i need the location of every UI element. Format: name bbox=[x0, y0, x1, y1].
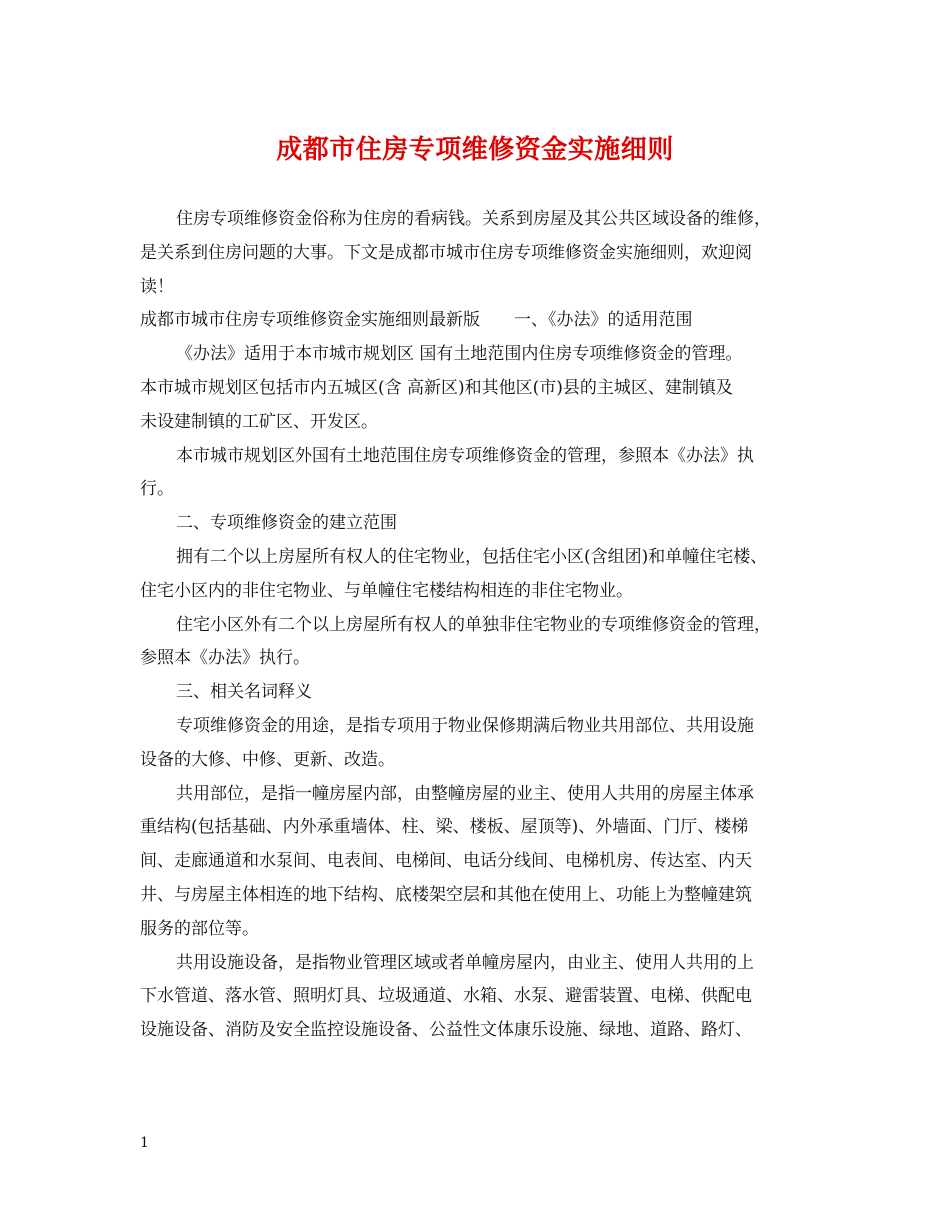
text-line: 下水管道、落水管、照明灯具、垃圾通道、水箱、水泵、避雷装置、电梯、供配电 bbox=[140, 986, 752, 1007]
text-line: 二、专项维修资金的建立范围 bbox=[176, 513, 397, 534]
text-line: 设施设备、消防及安全监控设施设备、公益性文体康乐设施、绿地、道路、路灯、 bbox=[140, 1020, 752, 1041]
text-line: 《办法》适用于本市城市规划区 国有土地范围内住房专项维修资金的管理。 bbox=[176, 344, 743, 365]
text-line: 拥有二个以上房屋所有权人的住宅物业，包括住宅小区(含组团)和单幢住宅楼、 bbox=[176, 546, 768, 567]
text-line: 服务的部位等。 bbox=[140, 918, 259, 939]
text-line: 共用部位，是指一幢房屋内部，由整幢房屋的业主、使用人共用的房屋主体承 bbox=[176, 783, 754, 804]
text-line: 住房专项维修资金俗称为住房的看病钱。关系到房屋及其公共区域设备的维修， bbox=[176, 209, 771, 229]
text-line: 本市城市规划区外国有土地范围住房专项维修资金的管理，参照本《办法》执 bbox=[176, 445, 754, 466]
text-line: 共用设施设备，是指物业管理区域或者单幢房屋内，由业主、使用人共用的上 bbox=[176, 952, 754, 973]
page-number: 1 bbox=[140, 1135, 149, 1151]
text-line: 行。 bbox=[140, 479, 174, 500]
text-line: 井、与房屋主体相连的地下结构、底楼架空层和其他在使用上、功能上为整幢建筑 bbox=[140, 884, 752, 905]
text-line: 设备的大修、中修、更新、改造。 bbox=[140, 749, 395, 770]
text-line: 间、走廊通道和水泵间、电表间、电梯间、电话分线间、电梯机房、传达室、内天 bbox=[140, 851, 752, 872]
text-line: 重结构(包括基础、内外承重墙体、柱、梁、楼板、屋顶等)、外墙面、门厅、楼梯 bbox=[140, 817, 749, 838]
text-line: 参照本《办法》执行。 bbox=[140, 648, 310, 669]
text-line: 未设建制镇的工矿区、开发区。 bbox=[140, 411, 378, 432]
text-line: 专项维修资金的用途，是指专项用于物业保修期满后物业共用部位、共用设施 bbox=[176, 715, 754, 736]
document-body bbox=[140, 203, 820, 1048]
text-line: 是关系到住房问题的大事。下文是成都市城市住房专项维修资金实施细则，欢迎阅 bbox=[140, 242, 752, 263]
text-line: 成都市城市住房专项维修资金实施细则最新版 一、《办法》的适用范围 bbox=[140, 310, 693, 331]
text-line: 三、相关名词释义 bbox=[176, 682, 312, 703]
text-line: 本市城市规划区包括市内五城区(含 高新区)和其他区(市)县的主城区、建制镇及 bbox=[140, 377, 733, 398]
text-line: 读！ bbox=[140, 276, 174, 297]
text-line: 住宅小区外有二个以上房屋所有权人的单独非住宅物业的专项维修资金的管理， bbox=[176, 614, 771, 635]
document-title: 成都市住房专项维修资金实施细则 bbox=[276, 135, 674, 165]
text-line: 住宅小区内的非住宅物业、与单幢住宅楼结构相连的非住宅物业。 bbox=[140, 580, 633, 601]
